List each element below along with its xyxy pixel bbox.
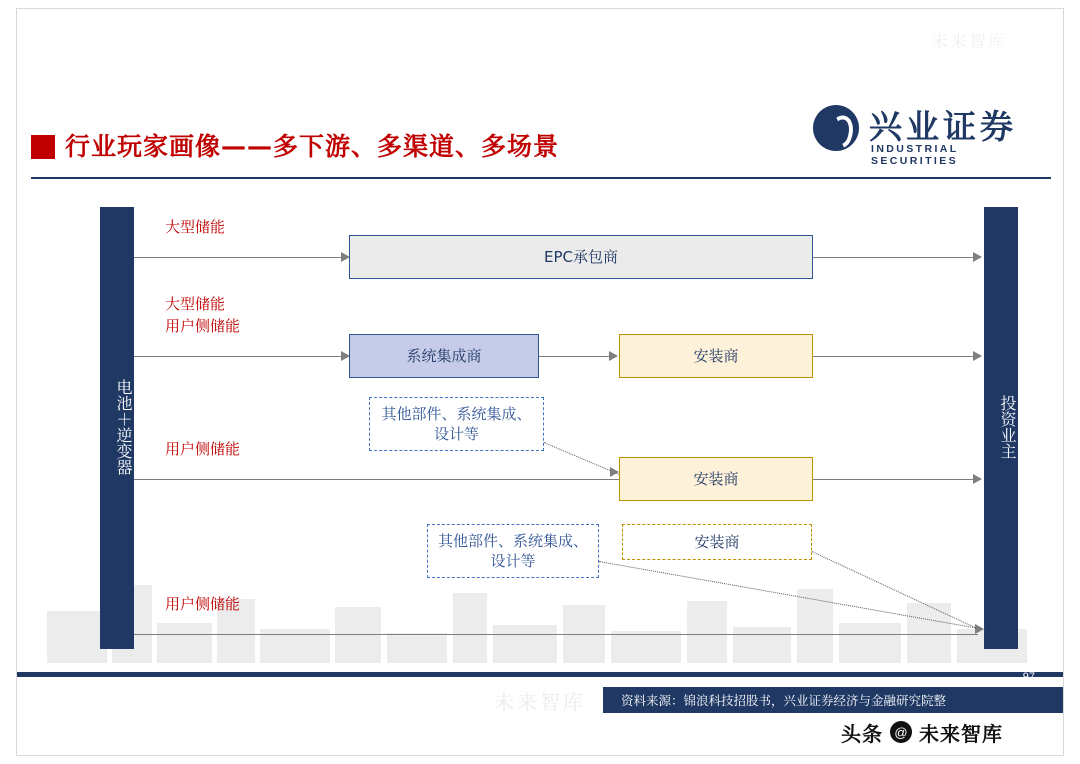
value-chain-diagram [77, 199, 1017, 659]
box-installer-lane3-label: 安装商 [693, 470, 739, 488]
lane-3-label: 用户侧储能 [165, 440, 241, 458]
connector-lane3-arrow [610, 467, 619, 477]
box-installer-lane4[interactable] [622, 524, 812, 560]
lane-4-line [134, 634, 978, 635]
right-endbar-label: 投资业主 [998, 395, 1017, 459]
box-installer-lane2-label: 安装商 [693, 347, 739, 365]
title-marker-icon [31, 135, 55, 159]
box-epc-label: EPC承包商 [544, 248, 618, 266]
footer-divider [17, 672, 1063, 677]
company-logo [813, 101, 1033, 167]
box-system-integrator[interactable] [349, 334, 539, 378]
lane-2-label-line1: 大型储能 [165, 295, 226, 313]
box-epc-contractor[interactable] [349, 235, 813, 279]
box-other-parts-lane3[interactable] [369, 397, 544, 451]
toutiao-right-text: 未来智库 [919, 721, 1003, 746]
box-other-parts-lane4-label: 其他部件、系统集成、设计等 [437, 532, 588, 570]
box-system-integrator-label: 系统集成商 [406, 347, 482, 365]
lane-3-line [134, 479, 978, 480]
connector-lane4-arrow [975, 624, 984, 634]
box-installer-lane2[interactable] [619, 334, 813, 378]
at-icon: @ [890, 721, 912, 743]
box-installer-lane3[interactable] [619, 457, 813, 501]
lane-2-line-a [134, 356, 349, 357]
connector-lane4-b [812, 551, 976, 628]
watermark-middle: 未来智库 [494, 690, 586, 714]
slide-canvas [16, 8, 1064, 756]
lane-2-line-b [539, 356, 615, 357]
logo-english-name: INDUSTRIAL SECURITIES [871, 143, 959, 167]
page-title: 行业玩家画像——多下游、多渠道、多场景 [65, 132, 560, 161]
source-text: 资料来源：锦浪科技招股书，兴业证券经济与金融研究院整 [621, 693, 947, 708]
toutiao-left-text: 头条 [841, 721, 883, 746]
page-number: 97 [1022, 671, 1035, 683]
lane-3-arrow [973, 474, 982, 484]
box-other-parts-lane3-label: 其他部件、系统集成、设计等 [381, 405, 532, 443]
lane-2-line-c [813, 356, 978, 357]
connector-lane3 [544, 442, 620, 475]
lane-1-line-a [134, 257, 349, 258]
swirl-icon [813, 105, 859, 151]
lane-2-arrow-c [973, 351, 982, 361]
box-other-parts-lane4[interactable] [427, 524, 599, 578]
title-divider [31, 177, 1051, 179]
diagram-right-endbar [984, 207, 1018, 649]
connector-lane4-a [599, 561, 985, 630]
lane-4-label: 用户侧储能 [165, 595, 241, 613]
box-installer-lane4-label: 安装商 [694, 533, 740, 551]
lane-2-arrow-b [609, 351, 618, 361]
lane-1-arrow-b [973, 252, 982, 262]
toutiao-watermark [841, 715, 1003, 749]
lane-1-label: 大型储能 [165, 218, 226, 236]
source-bar [603, 687, 1063, 713]
diagram-left-endbar [100, 207, 134, 649]
logo-chinese-name: 兴业证券 [869, 107, 1017, 146]
lane-2-label-line2: 用户侧储能 [165, 317, 241, 335]
left-endbar-label: 电池＋逆变器 [114, 379, 133, 475]
watermark-top: 未来智库 [931, 32, 1007, 52]
lane-1-line-b [813, 257, 978, 258]
